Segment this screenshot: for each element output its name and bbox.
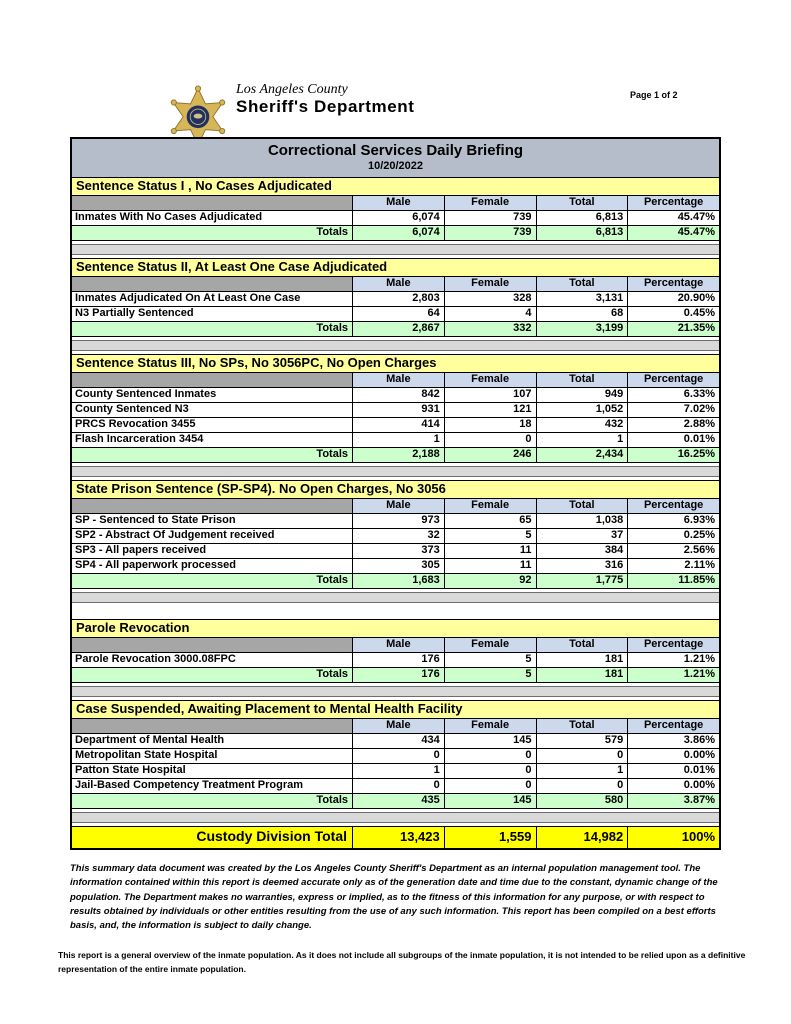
row-label: Patton State Hospital <box>75 764 186 776</box>
column-header-corner <box>72 196 352 210</box>
cell-total: 316 <box>536 559 628 573</box>
column-header-total: Total <box>536 638 628 652</box>
cell-total: 432 <box>536 418 628 432</box>
spacer-gray-band <box>72 466 719 477</box>
totals-female: 145 <box>444 794 536 808</box>
cell-female: 5 <box>444 529 536 543</box>
totals-label: Totals <box>72 226 352 240</box>
cell-male: 1 <box>352 433 444 447</box>
cell-percentage: 0.25% <box>627 529 719 543</box>
column-header-percentage: Percentage <box>627 196 719 210</box>
totals-percentage: 11.85% <box>627 574 719 588</box>
table-row <box>72 558 719 573</box>
totals-row <box>72 447 719 462</box>
totals-percentage: 1.21% <box>627 668 719 682</box>
report-title-block <box>72 139 719 177</box>
cell-female: 4 <box>444 307 536 321</box>
row-label: County Sentenced N3 <box>75 403 189 415</box>
cell-female: 0 <box>444 433 536 447</box>
totals-total: 6,813 <box>536 226 628 240</box>
totals-male: 2,867 <box>352 322 444 336</box>
column-header-male: Male <box>352 373 444 387</box>
grand-total-label: Custody Division Total <box>72 827 352 848</box>
cell-total: 0 <box>536 749 628 763</box>
spacer-gray-band <box>72 244 719 255</box>
column-header-corner <box>72 719 352 733</box>
cell-male: 414 <box>352 418 444 432</box>
table-row <box>72 528 719 543</box>
totals-female: 246 <box>444 448 536 462</box>
cell-female: 328 <box>444 292 536 306</box>
cell-total: 949 <box>536 388 628 402</box>
section-header: Parole Revocation <box>72 619 719 637</box>
cell-female: 0 <box>444 749 536 763</box>
column-header-female: Female <box>444 719 536 733</box>
cell-percentage: 0.01% <box>627 764 719 778</box>
totals-total: 580 <box>536 794 628 808</box>
cell-percentage: 0.00% <box>627 749 719 763</box>
cell-percentage: 3.86% <box>627 734 719 748</box>
cell-percentage: 7.02% <box>627 403 719 417</box>
report-date: 10/20/2022 <box>367 160 424 172</box>
cell-percentage: 2.88% <box>627 418 719 432</box>
table-row <box>72 291 719 306</box>
section-spacer <box>72 336 719 354</box>
cell-male: 931 <box>352 403 444 417</box>
column-header-row <box>72 372 719 387</box>
table-row <box>72 387 719 402</box>
cell-total: 3,131 <box>536 292 628 306</box>
column-header-male: Male <box>352 499 444 513</box>
totals-female: 92 <box>444 574 536 588</box>
cell-female: 11 <box>444 559 536 573</box>
cell-female: 65 <box>444 514 536 528</box>
grand-total-total: 14,982 <box>536 827 628 848</box>
cell-female: 145 <box>444 734 536 748</box>
cell-percentage: 20.90% <box>627 292 719 306</box>
grand-total-male: 13,423 <box>352 827 444 848</box>
totals-row <box>72 667 719 682</box>
row-label: Inmates Adjudicated On At Least One Case <box>75 292 301 304</box>
column-header-male: Male <box>352 277 444 291</box>
column-header-total: Total <box>536 277 628 291</box>
row-label: Department of Mental Health <box>75 734 225 746</box>
cell-total: 1,038 <box>536 514 628 528</box>
row-label: Metropolitan State Hospital <box>75 749 218 761</box>
cell-total: 37 <box>536 529 628 543</box>
column-header-total: Total <box>536 499 628 513</box>
totals-male: 6,074 <box>352 226 444 240</box>
report-section <box>72 258 719 336</box>
cell-female: 18 <box>444 418 536 432</box>
spacer-white-bottom <box>72 603 719 619</box>
spacer-gray-band <box>72 686 719 697</box>
column-header-percentage: Percentage <box>627 373 719 387</box>
page-number: Page 1 of 2 <box>630 90 678 100</box>
cell-male: 373 <box>352 544 444 558</box>
report-section <box>72 700 719 808</box>
totals-male: 176 <box>352 668 444 682</box>
grand-total-percentage: 100% <box>627 827 719 848</box>
cell-total: 1 <box>536 433 628 447</box>
column-header-female: Female <box>444 196 536 210</box>
column-header-total: Total <box>536 719 628 733</box>
briefing-table <box>70 137 721 850</box>
table-row <box>72 306 719 321</box>
report-section <box>72 354 719 462</box>
table-row <box>72 210 719 225</box>
totals-percentage: 16.25% <box>627 448 719 462</box>
cell-percentage: 0.45% <box>627 307 719 321</box>
cell-male: 1 <box>352 764 444 778</box>
table-row <box>72 432 719 447</box>
totals-row <box>72 793 719 808</box>
cell-total: 579 <box>536 734 628 748</box>
cell-male: 973 <box>352 514 444 528</box>
cell-female: 11 <box>444 544 536 558</box>
cell-percentage: 0.00% <box>627 779 719 793</box>
totals-label: Totals <box>72 574 352 588</box>
row-label: Jail-Based Competency Treatment Program <box>75 779 304 791</box>
totals-row <box>72 321 719 336</box>
column-header-corner <box>72 638 352 652</box>
spacer-gray-band <box>72 812 719 823</box>
report-section <box>72 177 719 240</box>
section-header: State Prison Sentence (SP-SP4). No Open Charges, No 3056 <box>72 480 719 498</box>
column-header-corner <box>72 373 352 387</box>
totals-label: Totals <box>72 448 352 462</box>
section-spacer <box>72 588 719 619</box>
totals-percentage: 21.35% <box>627 322 719 336</box>
cell-male: 2,803 <box>352 292 444 306</box>
column-header-percentage: Percentage <box>627 499 719 513</box>
table-row <box>72 513 719 528</box>
section-spacer <box>72 808 719 826</box>
cell-male: 434 <box>352 734 444 748</box>
totals-total: 3,199 <box>536 322 628 336</box>
row-label: County Sentenced Inmates <box>75 388 217 400</box>
grand-total-female: 1,559 <box>444 827 536 848</box>
cell-male: 6,074 <box>352 211 444 225</box>
column-header-row <box>72 276 719 291</box>
cell-total: 1,052 <box>536 403 628 417</box>
column-header-percentage: Percentage <box>627 719 719 733</box>
column-header-row <box>72 195 719 210</box>
overview-note: This report is a general overview of the inmate population. As it does not include all subgroups of the inmate population, it is not intended to be relied upon as a definitive representation of the entire inmate population. <box>58 950 746 975</box>
table-row <box>72 543 719 558</box>
cell-total: 181 <box>536 653 628 667</box>
table-row <box>72 733 719 748</box>
totals-female: 739 <box>444 226 536 240</box>
spacer-gray-band <box>72 592 719 603</box>
row-label: Inmates With No Cases Adjudicated <box>75 211 263 223</box>
county-name: Los Angeles County <box>236 82 348 97</box>
cell-male: 176 <box>352 653 444 667</box>
cell-male: 32 <box>352 529 444 543</box>
cell-female: 0 <box>444 764 536 778</box>
table-row <box>72 778 719 793</box>
column-header-row <box>72 498 719 513</box>
cell-female: 739 <box>444 211 536 225</box>
cell-percentage: 1.21% <box>627 653 719 667</box>
report-title: Correctional Services Daily Briefing <box>267 142 524 159</box>
row-label: SP3 - All papers received <box>75 544 207 556</box>
column-header-total: Total <box>536 373 628 387</box>
column-header-female: Female <box>444 499 536 513</box>
department-name: Sheriff's Department <box>236 97 415 116</box>
section-header: Sentence Status III, No SPs, No 3056PC, No Open Charges <box>72 354 719 372</box>
column-header-corner <box>72 499 352 513</box>
grand-total-row <box>72 826 719 848</box>
column-header-total: Total <box>536 196 628 210</box>
cell-male: 305 <box>352 559 444 573</box>
cell-percentage: 2.11% <box>627 559 719 573</box>
spacer-gray-band <box>72 340 719 351</box>
section-header: Case Suspended, Awaiting Placement to Mental Health Facility <box>72 700 719 718</box>
totals-label: Totals <box>72 322 352 336</box>
disclaimer-note: This summary data document was created by the Los Angeles County Sheriff's Department as an internal population management tool. The information contained within this report is deemed accurate only as of the generation date and time due to the constant, dynamic change of the population. The Department makes no warranties, express or implied, as to the fitness of this information for any purpose, or with respect to results obtained by individuals or other entities resulting from the use of any such information. This report has been compiled on a best efforts basis, and, the information is subject to daily change. <box>70 863 718 931</box>
totals-percentage: 3.87% <box>627 794 719 808</box>
table-row <box>72 748 719 763</box>
row-label: Flash Incarceration 3454 <box>75 433 204 445</box>
cell-female: 0 <box>444 779 536 793</box>
sections-host <box>72 177 719 826</box>
cell-male: 0 <box>352 779 444 793</box>
totals-total: 181 <box>536 668 628 682</box>
row-label: N3 Partially Sentenced <box>75 307 194 319</box>
column-header-male: Male <box>352 638 444 652</box>
report-section <box>72 480 719 588</box>
cell-male: 842 <box>352 388 444 402</box>
table-row <box>72 417 719 432</box>
row-label: PRCS Revocation 3455 <box>75 418 196 430</box>
row-label: Parole Revocation 3000.08FPC <box>75 653 236 665</box>
totals-male: 435 <box>352 794 444 808</box>
cell-total: 6,813 <box>536 211 628 225</box>
section-spacer <box>72 240 719 258</box>
row-label: SP2 - Abstract Of Judgement received <box>75 529 275 541</box>
section-spacer <box>72 682 719 700</box>
totals-female: 332 <box>444 322 536 336</box>
totals-female: 5 <box>444 668 536 682</box>
section-spacer <box>72 462 719 480</box>
totals-label: Totals <box>72 794 352 808</box>
cell-female: 107 <box>444 388 536 402</box>
totals-row <box>72 573 719 588</box>
report-section <box>72 619 719 682</box>
row-label: SP4 - All paperwork processed <box>75 559 236 571</box>
totals-label: Totals <box>72 668 352 682</box>
totals-percentage: 45.47% <box>627 226 719 240</box>
table-row <box>72 402 719 417</box>
column-header-male: Male <box>352 719 444 733</box>
cell-male: 0 <box>352 749 444 763</box>
cell-total: 1 <box>536 764 628 778</box>
column-header-percentage: Percentage <box>627 638 719 652</box>
cell-male: 64 <box>352 307 444 321</box>
cell-total: 0 <box>536 779 628 793</box>
column-header-percentage: Percentage <box>627 277 719 291</box>
cell-total: 68 <box>536 307 628 321</box>
section-header: Sentence Status II, At Least One Case Adjudicated <box>72 258 719 276</box>
cell-percentage: 2.56% <box>627 544 719 558</box>
cell-female: 5 <box>444 653 536 667</box>
logo-text <box>236 76 415 116</box>
totals-row <box>72 225 719 240</box>
cell-percentage: 45.47% <box>627 211 719 225</box>
column-header-female: Female <box>444 373 536 387</box>
table-row <box>72 652 719 667</box>
column-header-female: Female <box>444 277 536 291</box>
totals-total: 2,434 <box>536 448 628 462</box>
totals-total: 1,775 <box>536 574 628 588</box>
row-label: SP - Sentenced to State Prison <box>75 514 236 526</box>
totals-male: 1,683 <box>352 574 444 588</box>
column-header-corner <box>72 277 352 291</box>
cell-percentage: 6.33% <box>627 388 719 402</box>
section-header: Sentence Status I , No Cases Adjudicated <box>72 177 719 195</box>
cell-percentage: 6.93% <box>627 514 719 528</box>
column-header-female: Female <box>444 638 536 652</box>
column-header-row <box>72 637 719 652</box>
table-row <box>72 763 719 778</box>
column-header-male: Male <box>352 196 444 210</box>
cell-percentage: 0.01% <box>627 433 719 447</box>
column-header-row <box>72 718 719 733</box>
totals-male: 2,188 <box>352 448 444 462</box>
cell-total: 384 <box>536 544 628 558</box>
cell-female: 121 <box>444 403 536 417</box>
